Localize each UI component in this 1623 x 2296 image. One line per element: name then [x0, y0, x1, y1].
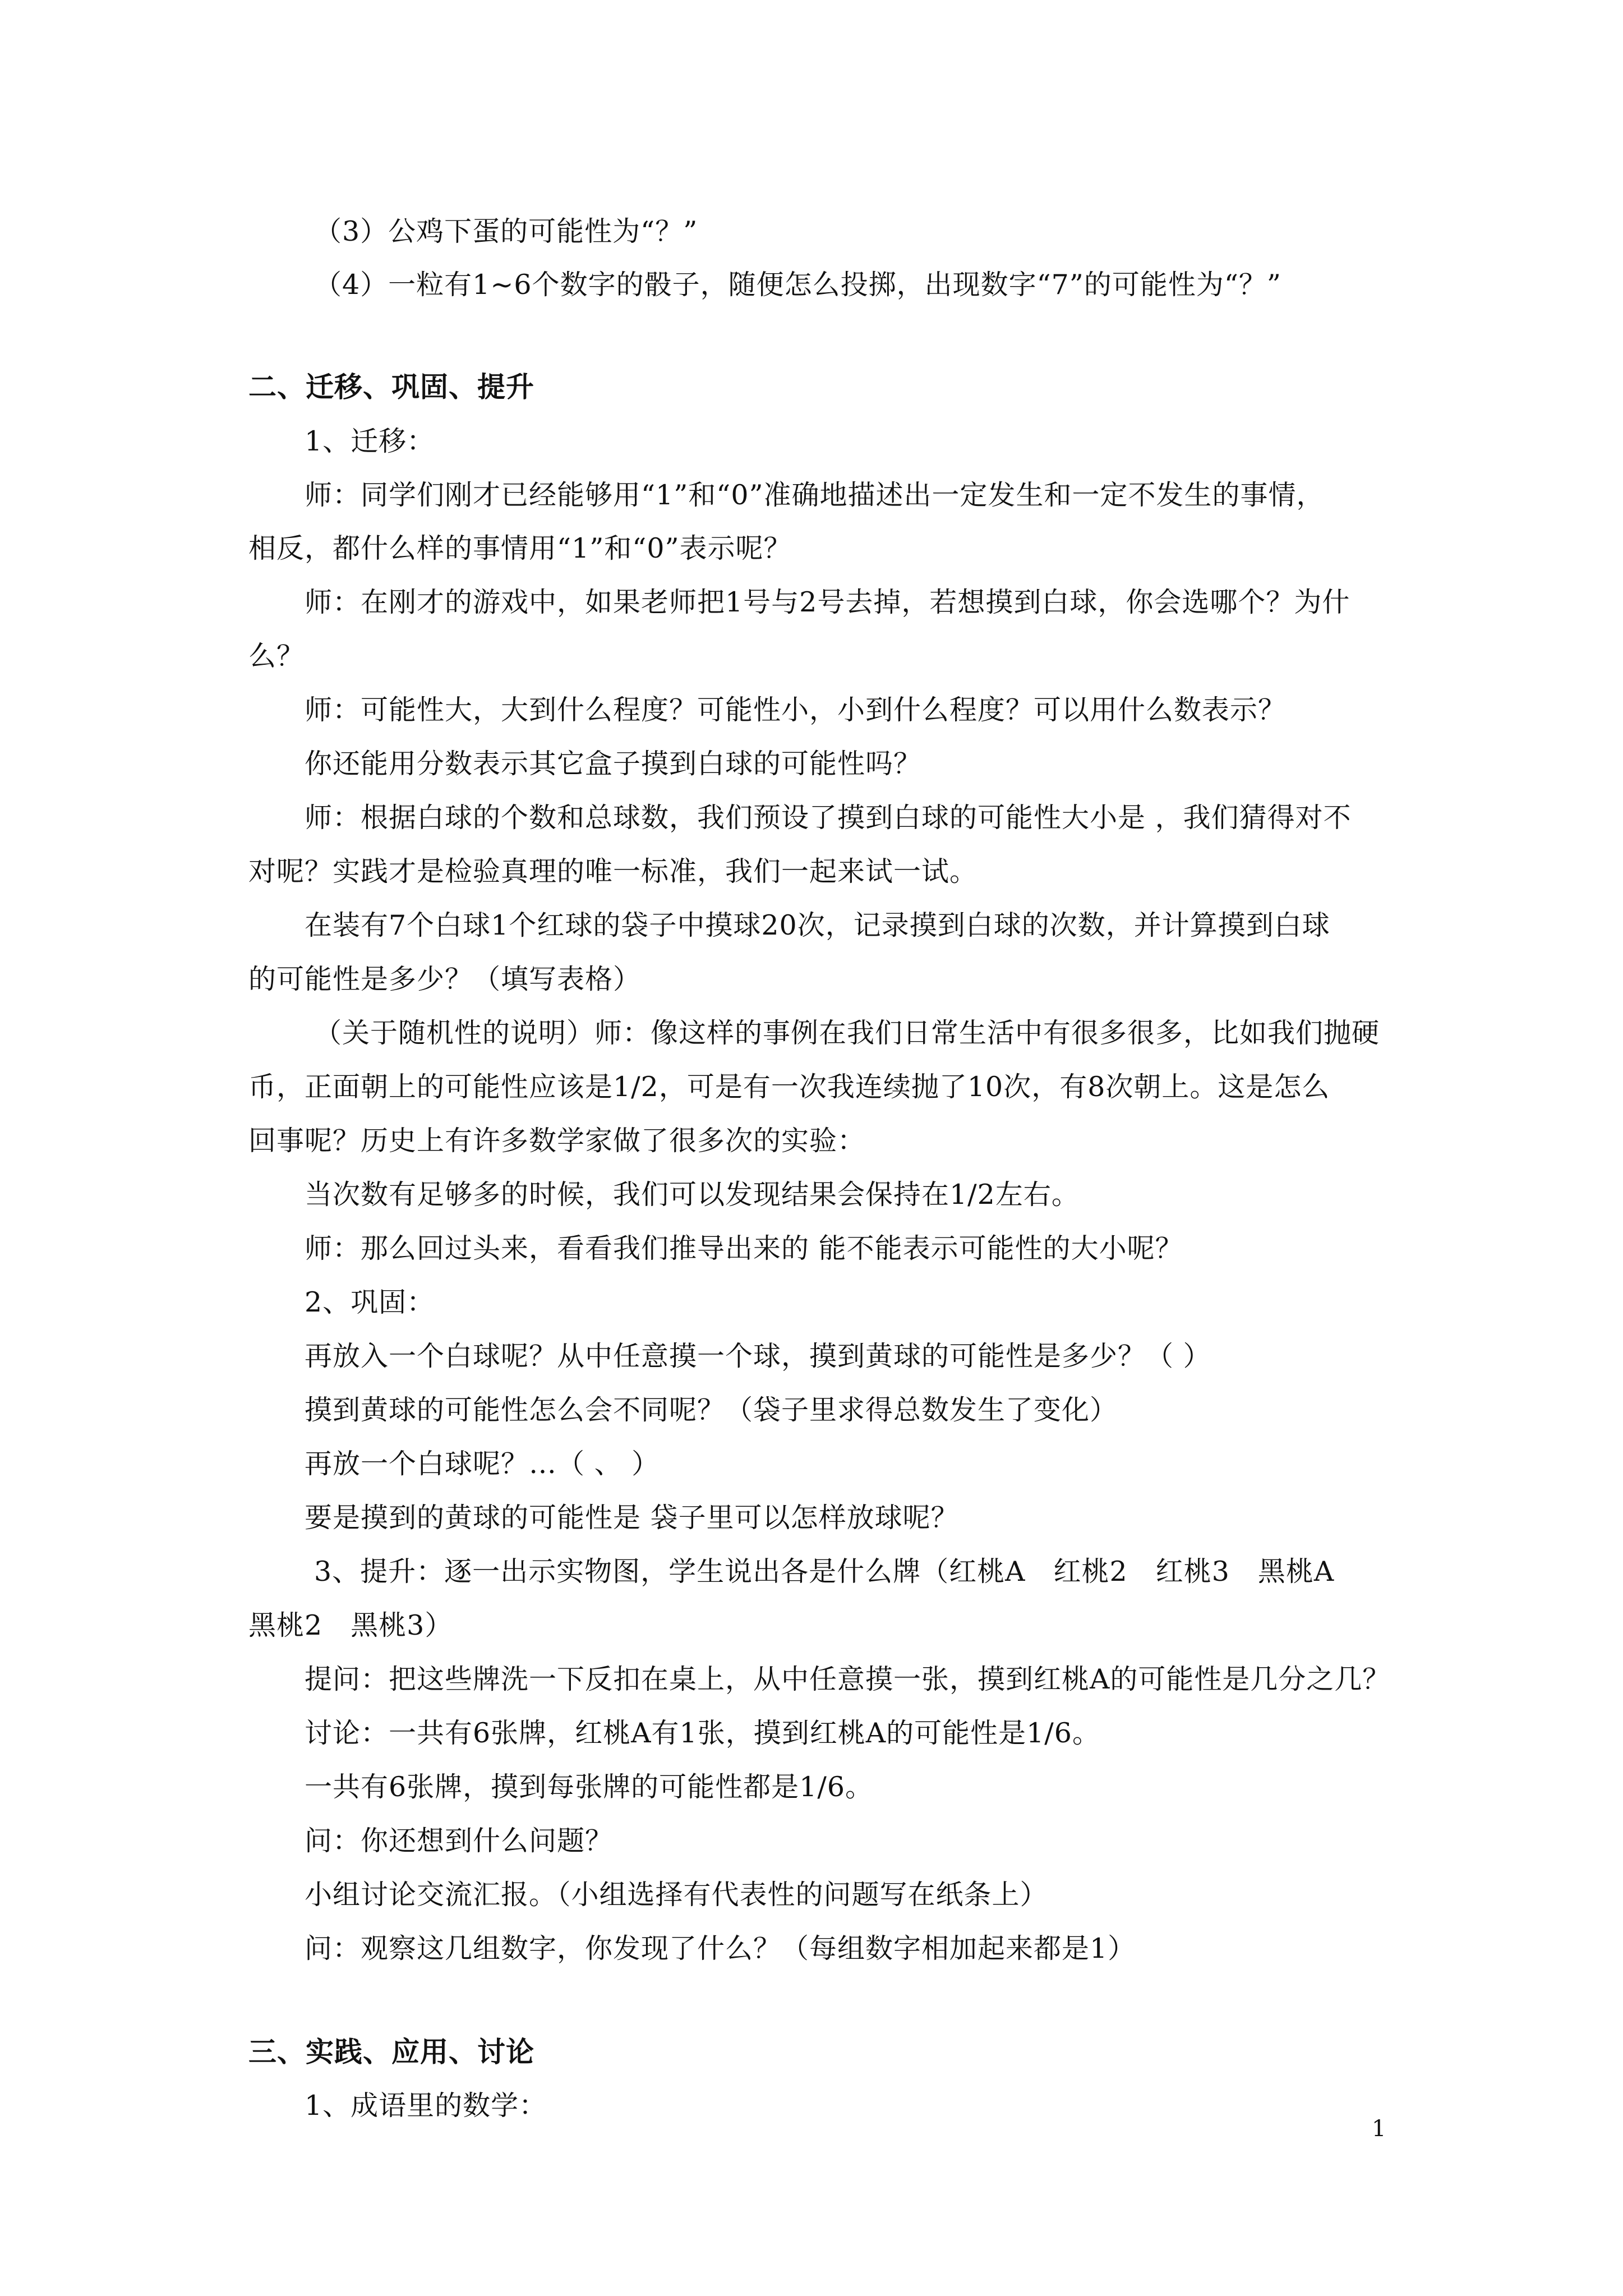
paragraph-line: 黑桃2 黑桃3） — [248, 1609, 453, 1641]
paragraph-line: 要是摸到的黄球的可能性是 袋子里可以怎样放球呢？ — [305, 1502, 959, 1534]
paragraph-line: 你还能用分数表示其它盒子摸到白球的可能性吗？ — [305, 748, 922, 780]
paragraph-line: 么？ — [248, 640, 305, 672]
paragraph-line: 问：你还想到什么问题？ — [305, 1825, 614, 1857]
paragraph-line: 讨论：一共有6张牌，红桃A有1张，摸到红桃A的可能性是1/6。 — [305, 1717, 1100, 1749]
paragraph-line: 在装有7个白球1个红球的袋子中摸球20次，记录摸到白球的次数，并计算摸到白球 — [305, 909, 1330, 941]
paragraph-line: 问：观察这几组数字，你发现了什么？（每组数字相加起来都是1） — [305, 1932, 1136, 1964]
paragraph-line: 小组讨论交流汇报。（小组选择有代表性的问题写在纸条上） — [305, 1879, 1048, 1911]
paragraph-line: 币，正面朝上的可能性应该是1/2，可是有一次我连续抛了10次，有8次朝上。这是怎么 — [248, 1071, 1330, 1103]
item-3-rooster-egg: （3）公鸡下蛋的可能性为“？” — [314, 215, 698, 247]
paragraph-line: 师：根据白球的个数和总球数，我们预设了摸到白球的可能性大小是 ，我们猜得对不 — [305, 802, 1352, 834]
paragraph-line: 师：在刚才的游戏中，如果老师把1号与2号去掉，若想摸到白球，你会选哪个？为什 — [305, 586, 1350, 618]
paragraph-line: 当次数有足够多的时候，我们可以发现结果会保持在1/2左右。 — [305, 1179, 1080, 1211]
paragraph-line: 提问：把这些牌洗一下反扣在桌上，从中任意摸一张，摸到红桃A的可能性是几分之几？ — [305, 1663, 1391, 1695]
paragraph-line: 师：那么回过头来，看看我们推导出来的 能不能表示可能性的大小呢？ — [305, 1232, 1183, 1264]
paragraph-line: 再放一个白球呢？…（ 、 ） — [305, 1448, 660, 1480]
paragraph-line: 对呢？实践才是检验真理的唯一标准，我们一起来试一试。 — [248, 855, 978, 887]
page-number: 1 — [1372, 2116, 1386, 2142]
paragraph-line: 摸到黄球的可能性怎么会不同呢？（袋子里求得总数发生了变化） — [305, 1394, 1118, 1426]
paragraph-line: 回事呢？历史上有许多数学家做了很多次的实验： — [248, 1125, 866, 1157]
subheading-improve: 3、提升：逐一出示实物图，学生说出各是什么牌（红桃A 红桃2 红桃3 黑桃A — [314, 1556, 1335, 1588]
subheading-transfer: 1、迁移： — [305, 425, 435, 457]
paragraph-line: 一共有6张牌，摸到每张牌的可能性都是1/6。 — [305, 1771, 874, 1803]
paragraph-line: 师：同学们刚才已经能够用“1”和“0”准确地描述出一定发生和一定不发生的事情， — [305, 479, 1325, 511]
paragraph-line: 再放入一个白球呢？从中任意摸一个球，摸到黄球的可能性是多少？（ ） — [305, 1340, 1211, 1372]
paragraph-line: 师：可能性大，大到什么程度？可能性小，小到什么程度？可以用什么数表示？ — [305, 694, 1287, 726]
section-heading-2: 二、迁移、巩固、提升 — [248, 370, 534, 403]
paragraph-line: 相反，都什么样的事情用“1”和“0”表示呢？ — [248, 532, 792, 564]
paragraph-line: （关于随机性的说明）师：像这样的事例在我们日常生活中有很多很多，比如我们抛硬 — [314, 1017, 1380, 1049]
subheading-idioms: 1、成语里的数学： — [305, 2090, 547, 2122]
section-heading-3: 三、实践、应用、讨论 — [248, 2035, 534, 2068]
subheading-consolidate: 2、巩固： — [305, 1286, 435, 1318]
item-4-dice: （4）一粒有1~6个数字的骰子，随便怎么投掷，出现数字“7”的可能性为“？” — [314, 269, 1281, 301]
paragraph-line: 的可能性是多少？（填写表格） — [248, 963, 642, 995]
